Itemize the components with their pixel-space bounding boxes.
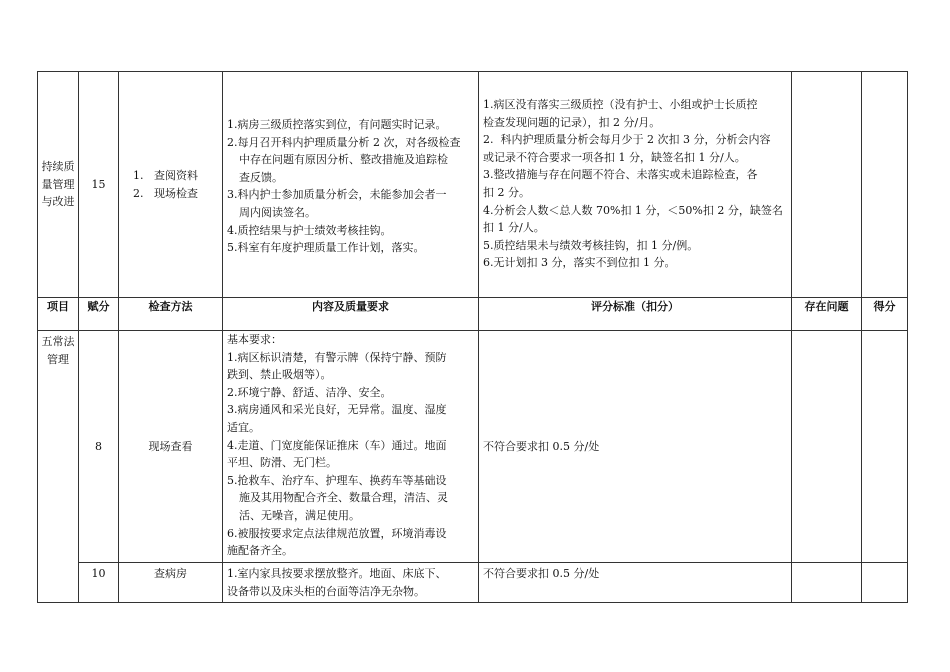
standard-cell: [479, 563, 792, 603]
item-name: 持续质量管理与改进: [41, 160, 75, 209]
method-list: [119, 167, 222, 202]
header-result: 得分: [862, 298, 908, 331]
header-method: 检查方法: [119, 298, 223, 331]
requirement-line: 周内阅读签名。: [239, 205, 316, 219]
method-item: 2. 现场检查: [133, 186, 198, 200]
requirement-list: [223, 331, 478, 562]
method-item: 查病房: [154, 567, 187, 580]
standard-line: 或记录不符合要求一项各扣 1 分，缺签名扣 1 分/人。: [483, 150, 746, 164]
item-cell: [38, 72, 79, 298]
item-cell: [38, 331, 79, 603]
problem-cell: [792, 331, 862, 563]
method-item: 现场查看: [148, 439, 193, 453]
requirement-line: 2.每月召开科内护理质量分析 2 次，对各级检查: [227, 135, 461, 149]
standard-text: 不符合要求扣 0.5 分/处: [483, 567, 600, 580]
standard-text: 不符合要求扣 0.5 分/处: [483, 439, 600, 453]
requirement-line: 5.抢救车、治疗车、护理车、换药车等基础设: [227, 473, 447, 487]
requirement-line: 2.环境宁静、舒适、洁净、安全。: [227, 385, 392, 399]
item-name: 五常法管理: [41, 335, 75, 366]
standard-line: 4.分析会人数＜总人数 70%扣 1 分，＜50%扣 2 分，缺签名: [483, 203, 783, 217]
requirement-line: 1.病房三级质控落实到位，有问题实时记录。: [227, 118, 447, 131]
requirement-line: 1.室内家具按要求摆放整齐。地面、床底下、: [227, 567, 447, 580]
standard-cell: [479, 72, 792, 298]
requirement-list: [223, 114, 478, 259]
requirement-line: 5.科室有年度护理质量工作计划，落实。: [227, 241, 425, 255]
requirement-cell: [223, 72, 479, 298]
requirement-line: 3.病房通风和采光良好，无异常。温度、湿度: [227, 403, 447, 417]
requirement-line: 查反馈。: [239, 170, 283, 184]
score-value: 15: [91, 177, 106, 191]
requirement-cell: [223, 331, 479, 563]
result-cell: [862, 331, 908, 563]
score-cell: [79, 331, 119, 563]
requirement-line: 设备带以及床头柜的台面等洁净无杂物。: [227, 584, 425, 598]
score-value: 8: [95, 439, 102, 453]
method-cell: [119, 72, 223, 298]
requirement-line: 施及其用物配合齐全、数量合理，清洁、灵: [239, 491, 448, 505]
header-problem: 存在问题: [792, 298, 862, 331]
requirement-line: 适宜。: [227, 420, 260, 434]
standard-line: 6.无计划扣 3 分，落实不到位扣 1 分。: [483, 256, 676, 270]
table-row: [38, 563, 908, 603]
standard-line: 检查发现问题的记录），扣 2 分/月。: [483, 115, 661, 129]
requirement-line: 3.科内护士参加质量分析会，未能参加会者一: [227, 188, 447, 202]
requirement-line: 1.病区标识清楚，有警示牌（保持宁静、预防: [227, 350, 447, 364]
score-cell: [79, 563, 119, 603]
header-content: 内容及质量要求: [223, 298, 479, 331]
requirement-line: 基本要求：: [227, 333, 282, 346]
standard-line: 3.整改措施与存在问题不符合、未落实或未追踪检查，各: [483, 168, 758, 182]
requirement-line: 4.质控结果与护士绩效考核挂钩。: [227, 223, 392, 237]
standard-line: 5.质控结果未与绩效考核挂钩，扣 1 分/例。: [483, 238, 699, 252]
table-row: [38, 331, 908, 563]
requirement-line: 4.走道、门宽度能保证推床（车）通过。地面: [227, 438, 447, 452]
score-cell: [79, 72, 119, 298]
problem-cell: [792, 72, 862, 298]
requirement-list: [223, 563, 478, 602]
standard-cell: [479, 331, 792, 563]
header-score: 赋分: [79, 298, 119, 331]
standard-list: [479, 94, 791, 274]
inspection-table: [37, 71, 908, 603]
problem-cell: [792, 563, 862, 603]
header-standard: 评分标准（扣分）: [479, 298, 792, 331]
result-cell: [862, 72, 908, 298]
standard-line: 1.病区没有落实三级质控（没有护士、小组或护士长质控: [483, 98, 758, 111]
table-header-row: [38, 298, 908, 331]
header-item: 项目: [38, 298, 79, 331]
standard-line: 扣 2 分。: [483, 185, 530, 199]
method-cell: [119, 331, 223, 563]
requirement-line: 活、无噪音，满足使用。: [239, 508, 360, 522]
requirement-line: 施配备齐全。: [227, 544, 293, 558]
requirement-line: 6.被服按要求定点法律规范放置，环境消毒设: [227, 526, 447, 540]
requirement-line: 跌到、禁止吸烟等）。: [227, 368, 332, 382]
requirement-cell: [223, 563, 479, 603]
standard-line: 扣 1 分/人。: [483, 221, 545, 235]
requirement-line: 中存在问题有原因分析、整改措施及追踪检: [239, 153, 448, 167]
result-cell: [862, 563, 908, 603]
score-value: 10: [91, 567, 106, 580]
requirement-line: 平坦、防滑、无门栏。: [227, 456, 337, 470]
standard-line: 2. 科内护理质量分析会每月少于 2 次扣 3 分，分析会内容: [483, 133, 771, 147]
method-cell: [119, 563, 223, 603]
table-row: [38, 72, 908, 298]
method-item: 1. 查阅资料: [133, 168, 198, 182]
